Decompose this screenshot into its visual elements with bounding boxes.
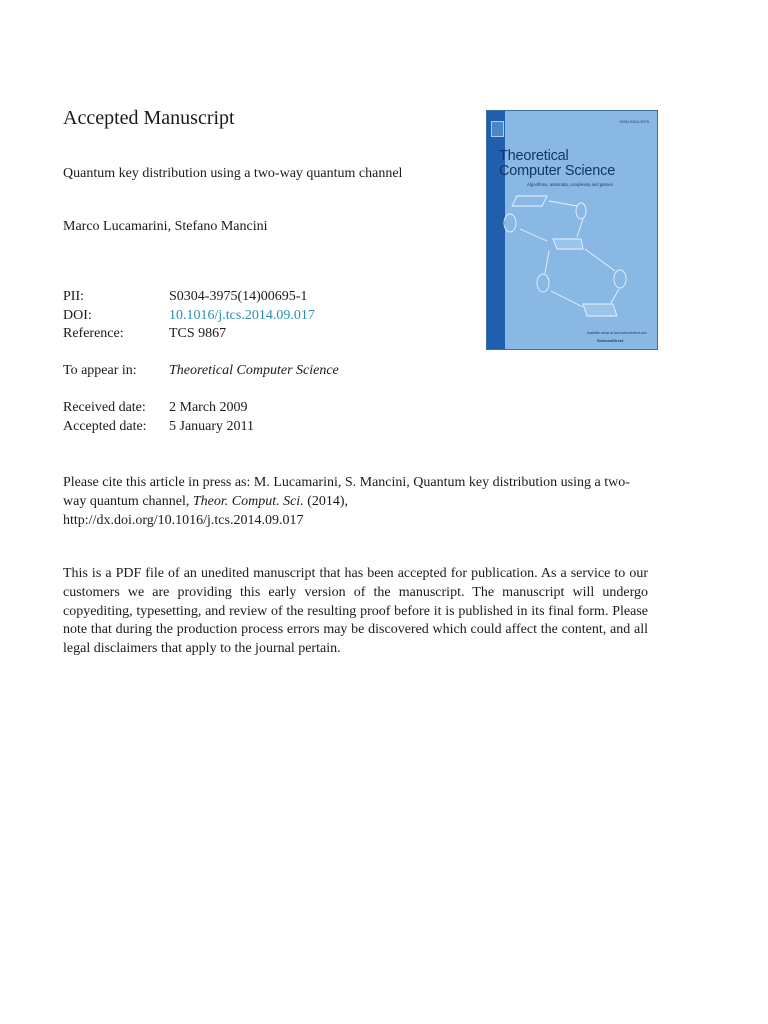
pii-label: PII: bbox=[63, 289, 84, 304]
reference-label: Reference: bbox=[63, 326, 124, 341]
cover-sciencedirect-brand: ScienceDirect bbox=[597, 338, 624, 343]
accepted-value: 5 January 2011 bbox=[169, 418, 255, 434]
journal-cover-image bbox=[486, 110, 658, 350]
received-label: Received date: bbox=[63, 400, 146, 415]
cover-shape-ellipse-1 bbox=[504, 214, 516, 232]
cover-footer-text: Available online at www.sciencedirect.com bbox=[587, 331, 647, 335]
doi-label: DOI: bbox=[63, 307, 92, 323]
article-title: Quantum key distribution using a two-way quantum channel bbox=[63, 166, 403, 181]
identifier-block bbox=[63, 288, 315, 344]
authors: Marco Lucamarini, Stefano Mancini bbox=[63, 219, 268, 234]
cover-shape-ellipse-3 bbox=[537, 274, 549, 292]
cover-shape-parallelogram-1 bbox=[512, 196, 547, 206]
cover-shape-parallelogram-3 bbox=[583, 304, 617, 316]
received-value: 2 March 2009 bbox=[169, 400, 248, 415]
cover-shape-ellipse-4 bbox=[614, 270, 626, 288]
appear-row bbox=[63, 362, 339, 381]
cover-shape-ellipse-2 bbox=[576, 203, 586, 219]
appear-label: To appear in: bbox=[63, 363, 137, 378]
cover-title-line2: Computer Science bbox=[499, 163, 616, 179]
accepted-label: Accepted date: bbox=[63, 418, 147, 434]
reference-row bbox=[63, 325, 315, 344]
received-row bbox=[63, 399, 254, 418]
citation-url[interactable]: http://dx.doi.org/10.1016/j.tcs.2014.09.017 bbox=[63, 513, 304, 528]
cover-shape-parallelogram-2 bbox=[553, 239, 583, 249]
appear-block bbox=[63, 362, 339, 381]
cover-title-line1: Theoretical bbox=[499, 148, 569, 164]
pii-row bbox=[63, 288, 315, 307]
page-heading: Accepted Manuscript bbox=[63, 107, 235, 129]
doi-row bbox=[63, 307, 315, 326]
citation-prefix: Please cite this article in press as: M. Lucamarini, S. Mancini, Quantum key distribution using a two-way quantum channel, bbox=[63, 475, 630, 509]
manuscript-notice: This is a PDF file of an unedited manuscript that has been accepted for publication. As a service to our customers we are providing this early version of the manuscript. The manuscript will undergo copyediting, typesetting, and review of the resulting proof before it is published in its final form. Please note that during the production process errors may be discovered which could affect the content, and all legal disclaimers that apply to the journal pertain. bbox=[63, 566, 648, 657]
citation-journal: Theor. Comput. Sci. bbox=[192, 494, 304, 509]
reference-value: TCS 9867 bbox=[169, 326, 227, 341]
accepted-row bbox=[63, 418, 254, 437]
cover-subtitle: Algorithms, automata, complexity and games bbox=[527, 182, 613, 187]
citation-paragraph bbox=[63, 473, 648, 530]
appear-value: Theoretical Computer Science bbox=[169, 363, 339, 378]
doi-link[interactable]: 10.1016/j.tcs.2014.09.017 bbox=[169, 307, 315, 323]
cover-issn: ISSN 0304-3975 bbox=[619, 119, 649, 124]
cover-flow-diagram-icon bbox=[487, 111, 658, 350]
citation-suffix: (2014), bbox=[307, 494, 349, 509]
dates-block bbox=[63, 399, 254, 436]
pii-value: S0304-3975(14)00695-1 bbox=[169, 289, 308, 304]
